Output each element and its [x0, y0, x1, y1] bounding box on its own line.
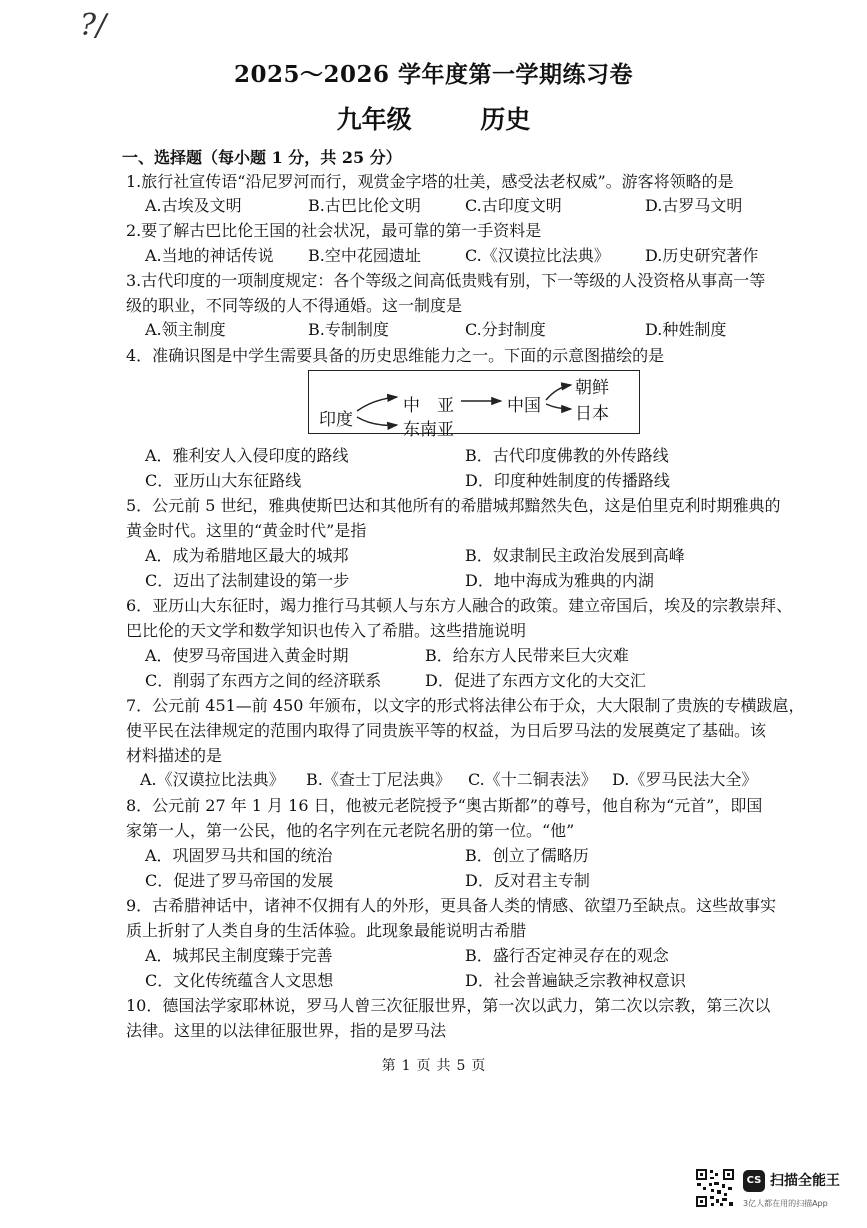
q3-option-d: D.种姓制度	[645, 320, 727, 339]
q9-option-d: D．社会普遍缺乏宗教神权意识	[465, 971, 686, 990]
q2-option-a: A.当地的神话传说	[145, 246, 274, 265]
footer-text: 第	[381, 1058, 396, 1074]
diagram-china: 中国	[507, 396, 541, 416]
exam-subtitle	[0, 100, 867, 136]
q1-option-d: D.古罗马文明	[645, 196, 743, 215]
q4-option-c: C．亚历山大东征路线	[145, 471, 302, 490]
q3-option-a: A.领主制度	[145, 320, 226, 339]
q5-option-a: A．成为希腊地区最大的城邦	[145, 546, 349, 565]
q9-option-a: A．城邦民主制度臻于完善	[145, 946, 333, 965]
question-7-line-2: 使平民在法律规定的范围内取得了同贵族平等的权益，为日后罗马法的发展奠定了基础。该	[126, 721, 767, 740]
question-2: 2.要了解古巴比伦王国的社会状况，最可靠的第一手资料是	[126, 221, 542, 240]
exam-title: 2025～2026 学年度第一学期练习卷	[233, 61, 634, 88]
qr-code-icon	[695, 1168, 735, 1208]
diagram-southeast-asia: 东南亚	[403, 420, 454, 440]
diagram-central-asia: 中 亚	[403, 396, 454, 416]
q3-option-c: C.分封制度	[465, 320, 546, 339]
scanner-tagline: 3亿人都在用的扫描App	[743, 1199, 828, 1208]
q4-option-a: A．雅利安人入侵印度的路线	[145, 446, 349, 465]
q8-option-c: C．促进了罗马帝国的发展	[145, 871, 334, 890]
q2-option-c: C.《汉谟拉比法典》	[465, 246, 610, 265]
question-3-line-1: 3.古代印度的一项制度规定：各个等级之间高低贵贱有别，下一等级的人没资格从事高一等	[126, 271, 766, 290]
q1-option-c: C.古印度文明	[465, 196, 562, 215]
question-5-line-1: 5．公元前 5 世纪，雅典使斯巴达和其他所有的希腊城邦黯然失色，这是伯里克利时期雅典的	[126, 496, 781, 515]
question-9-line-1: 9．古希腊神话中，诸神不仅拥有人的外形，更具备人类的情感、欲望乃至缺点。这些故事实	[126, 896, 777, 915]
page-footer	[0, 1055, 867, 1075]
q5-option-d: D．地中海成为雅典的内湖	[465, 571, 654, 590]
q3-option-b: B.专制制度	[308, 320, 389, 339]
footer-text: 页	[471, 1058, 486, 1074]
q8-option-a: A．巩固罗马共和国的统治	[145, 846, 333, 865]
q1-option-a: A.古埃及文明	[145, 196, 242, 215]
q4-option-b: B．古代印度佛教的外传路线	[465, 446, 669, 465]
diagram-korea: 朝鲜	[575, 378, 609, 398]
scanner-app-name: 扫描全能王	[770, 1173, 840, 1189]
question-4: 4．准确识图是中学生需要具备的历史思维能力之一。下面的示意图描绘的是	[126, 346, 665, 365]
question-5-line-2: 黄金时代。这里的“黄金时代”是指	[126, 521, 367, 540]
q1-option-b: B.古巴比伦文明	[308, 196, 421, 215]
subject-label: 历史	[480, 105, 531, 134]
question-10-line-2: 法律。这里的以法律征服世界，指的是罗马法	[126, 1021, 447, 1040]
question-8-line-1: 8．公元前 27 年 1 月 16 日，他被元老院授予“奥古斯都”的尊号，他自称为“元首”，即国	[126, 796, 763, 815]
page-number: 1	[401, 1058, 411, 1074]
q9-option-c: C．文化传统蕴含人文思想	[145, 971, 334, 990]
question-7-line-3: 材料描述的是	[126, 746, 223, 765]
q8-option-d: D．反对君主专制	[465, 871, 590, 890]
route-diagram	[308, 370, 640, 440]
diagram-japan: 日本	[575, 404, 609, 424]
q7-option-b: B.《查士丁尼法典》	[306, 770, 451, 789]
question-10-line-1: 10．德国法学家耶林说，罗马人曾三次征服世界，第一次以武力，第二次以宗教，第三次以	[126, 996, 771, 1015]
q2-option-b: B.空中花园遗址	[308, 246, 421, 265]
q5-option-c: C．迈出了法制建设的第一步	[145, 571, 350, 590]
question-1: 1.旅行社宣传语“沿尼罗河而行，观赏金字塔的壮美，感受法老权威”。游客将领略的是	[126, 172, 734, 191]
diagram-india: 印度	[319, 410, 353, 430]
q6-option-d: D．促进了东西方文化的大交汇	[425, 671, 646, 690]
q7-option-d: D.《罗马民法大全》	[612, 770, 758, 789]
grade-label: 九年级	[336, 105, 412, 134]
q6-option-b: B．给东方人民带来巨大灾难	[425, 646, 629, 665]
q2-option-d: D.历史研究著作	[645, 246, 759, 265]
q5-option-b: B．奴隶制民主政治发展到高峰	[465, 546, 685, 565]
camscanner-logo-icon: CS	[743, 1170, 765, 1192]
q9-option-b: B．盛行否定神灵存在的观念	[465, 946, 669, 965]
question-7-line-1: 7．公元前 451—前 450 年颁布，以文字的形式将法律公布于众，大大限制了贵族的专横跋扈，	[126, 696, 805, 715]
q6-option-c: C．削弱了东西方之间的经济联系	[145, 671, 382, 690]
handwritten-mark: ?/	[80, 8, 107, 43]
question-8-line-2: 家第一人，第一公民，他的名字列在元老院名册的第一位。“他”	[126, 821, 575, 840]
footer-text: 共	[436, 1058, 451, 1074]
q7-option-c: C.《十二铜表法》	[468, 770, 597, 789]
footer-text: 页	[416, 1058, 431, 1074]
question-6-line-1: 6．亚历山大东征时，竭力推行马其顿人与东方人融合的政策。建立帝国后，埃及的宗教崇拜、	[126, 596, 793, 615]
question-6-line-2: 巴比伦的天文学和数学知识也传入了希腊。这些措施说明	[126, 621, 527, 640]
question-9-line-2: 质上折射了人类自身的生活体验。此现象最能说明古希腊	[126, 921, 527, 940]
section-heading: 一、选择题（每小题 1 分，共 25 分）	[122, 148, 402, 167]
question-3-line-2: 级的职业，不同等级的人不得通婚。这一制度是	[126, 296, 463, 315]
q7-option-a: A.《汉谟拉比法典》	[140, 770, 285, 789]
page-total: 5	[456, 1058, 466, 1074]
q4-option-d: D．印度种姓制度的传播路线	[465, 471, 670, 490]
q6-option-a: A．使罗马帝国进入黄金时期	[145, 646, 349, 665]
q8-option-b: B．创立了儒略历	[465, 846, 589, 865]
